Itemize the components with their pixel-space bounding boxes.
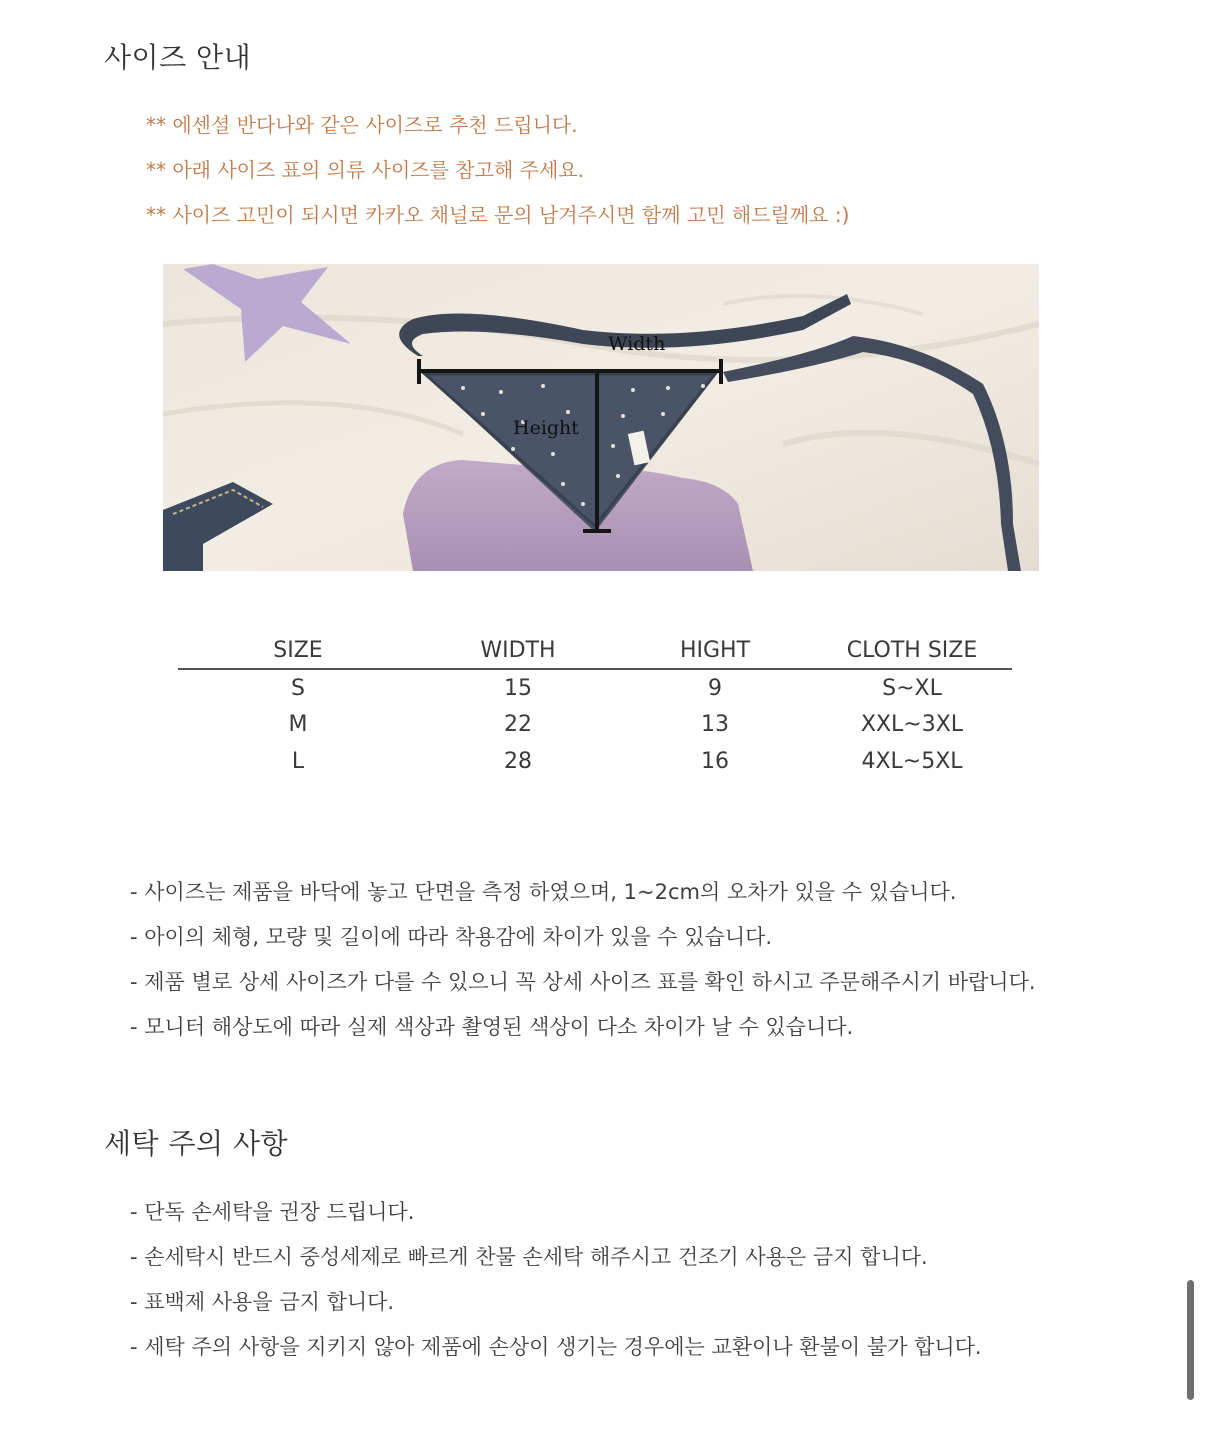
table-row — [178, 669, 1012, 707]
list-item: - 아이의 체형, 모량 및 길이에 따라 착용감에 차이가 있을 수 있습니다. — [130, 925, 773, 949]
table-cell: 22 — [504, 712, 532, 738]
table-cell: 9 — [708, 675, 722, 701]
list-item: - 사이즈는 제품을 바닥에 놓고 단면을 측정 하였으며, 1~2cm의 오차가 있을 수 있습니다. — [130, 880, 957, 904]
table-cell: S~XL — [882, 675, 942, 701]
list-item: - 단독 손세탁을 권장 드립니다. — [130, 1200, 415, 1224]
table-cell: 13 — [701, 712, 729, 738]
size-guide-heading: 사이즈 안내 — [104, 41, 252, 74]
table-row — [178, 743, 1012, 780]
column-header: HIGHT — [618, 632, 812, 669]
column-header: CLOTH SIZE — [812, 632, 1012, 669]
height-label: Height — [513, 417, 579, 439]
wash-care-heading: 세탁 주의 사항 — [104, 1127, 289, 1160]
product-measurement-photo — [163, 264, 1039, 571]
list-item: - 제품 별로 상세 사이즈가 다를 수 있으니 꼭 상세 사이즈 표를 확인 하시고 주문해주시기 바랍니다. — [130, 970, 1036, 994]
list-item: - 표백제 사용을 금지 합니다. — [130, 1290, 395, 1314]
table-cell: 15 — [504, 675, 532, 701]
list-item: - 손세탁시 반드시 중성세제로 빠르게 찬물 손세탁 해주시고 건조기 사용은 금지 합니다. — [130, 1245, 928, 1269]
table-cell: 28 — [504, 748, 532, 774]
column-header: WIDTH — [418, 632, 618, 669]
table-cell: 4XL~5XL — [861, 748, 963, 774]
width-label: Width — [608, 333, 666, 355]
scrollbar[interactable] — [1187, 1280, 1194, 1400]
note-item: ** 에센셜 반다나와 같은 사이즈로 추천 드립니다. — [146, 113, 578, 137]
note-item: ** 사이즈 고민이 되시면 카카오 채널로 문의 남겨주시면 함께 고민 해드릴께요 :) — [146, 203, 850, 227]
size-table — [178, 632, 1012, 780]
size-recommendation-notes — [146, 110, 849, 245]
measurement-notes — [130, 877, 1036, 1057]
table-cell: L — [291, 748, 305, 774]
wash-care-notes — [130, 1197, 982, 1377]
list-item: - 모니터 해상도에 따라 실제 색상과 촬영된 색상이 다소 차이가 날 수 있습니다. — [130, 1015, 854, 1039]
table-cell: 16 — [701, 748, 729, 774]
note-item: ** 아래 사이즈 표의 의류 사이즈를 참고해 주세요. — [146, 158, 584, 182]
table-cell: S — [291, 675, 305, 701]
table-row — [178, 707, 1012, 744]
table-cell: M — [288, 712, 308, 738]
list-item: - 세탁 주의 사항을 지키지 않아 제품에 손상이 생기는 경우에는 교환이나 환불이 불가 합니다. — [130, 1335, 982, 1359]
column-header: SIZE — [178, 632, 418, 669]
table-cell: XXL~3XL — [860, 712, 964, 738]
table-header-row — [178, 632, 1012, 669]
